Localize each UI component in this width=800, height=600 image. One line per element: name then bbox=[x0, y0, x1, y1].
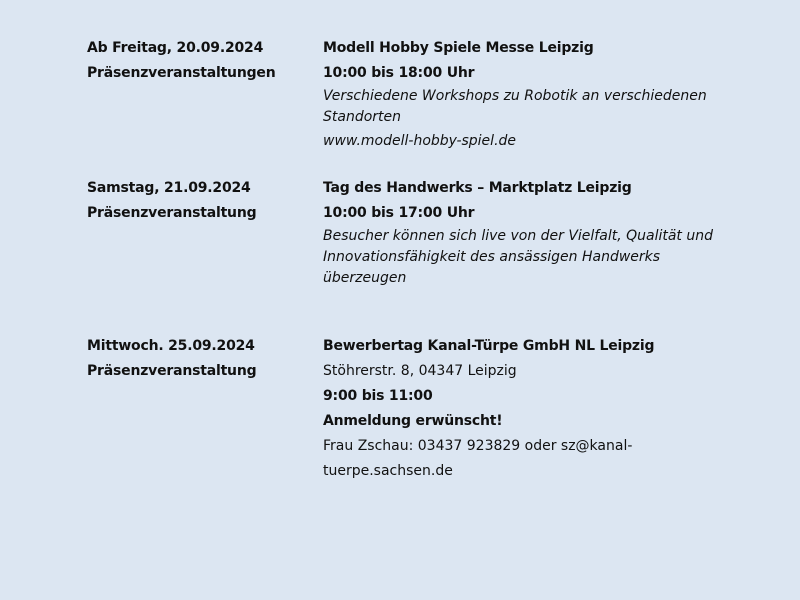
event-title: Bewerbertag Kanal-Türpe GmbH NL Leipzig bbox=[323, 338, 655, 354]
event-type: Präsenzveranstaltungen bbox=[87, 65, 276, 81]
event-2-details bbox=[323, 176, 763, 292]
event-website-link[interactable]: www.modell-hobby-spiel.de bbox=[323, 133, 517, 149]
event-time: 9:00 bis 11:00 bbox=[323, 388, 433, 404]
event-2-meta bbox=[87, 176, 317, 226]
event-date: Mittwoch. 25.09.2024 bbox=[87, 338, 255, 354]
event-note: Anmeldung erwünscht! bbox=[323, 413, 503, 429]
event-3-details bbox=[323, 334, 763, 479]
event-3-meta bbox=[87, 334, 317, 384]
event-address: Stöhrerstr. 8, 04347 Leipzig bbox=[323, 363, 517, 379]
event-description: Verschiedene Workshops zu Robotik an verschiedenen Standorten bbox=[323, 88, 707, 125]
event-title: Modell Hobby Spiele Messe Leipzig bbox=[323, 40, 594, 56]
event-1-meta bbox=[87, 36, 317, 86]
event-date: Ab Freitag, 20.09.2024 bbox=[87, 40, 264, 56]
event-type: Präsenzveranstaltung bbox=[87, 205, 257, 221]
event-date: Samstag, 21.09.2024 bbox=[87, 180, 251, 196]
event-time: 10:00 bis 17:00 Uhr bbox=[323, 205, 475, 221]
event-title: Tag des Handwerks – Marktplatz Leipzig bbox=[323, 180, 632, 196]
event-1-details bbox=[323, 36, 763, 155]
event-description: Besucher können sich live von der Vielfalt, Qualität und Innovationsfähigkeit des ansässigen Handwerks überzeugen bbox=[323, 228, 713, 286]
event-time: 10:00 bis 18:00 Uhr bbox=[323, 65, 475, 81]
event-contact[interactable]: Frau Zschau: 03437 923829 oder sz@kanal-tuerpe.sachsen.de bbox=[323, 438, 633, 479]
event-type: Präsenzveranstaltung bbox=[87, 363, 257, 379]
